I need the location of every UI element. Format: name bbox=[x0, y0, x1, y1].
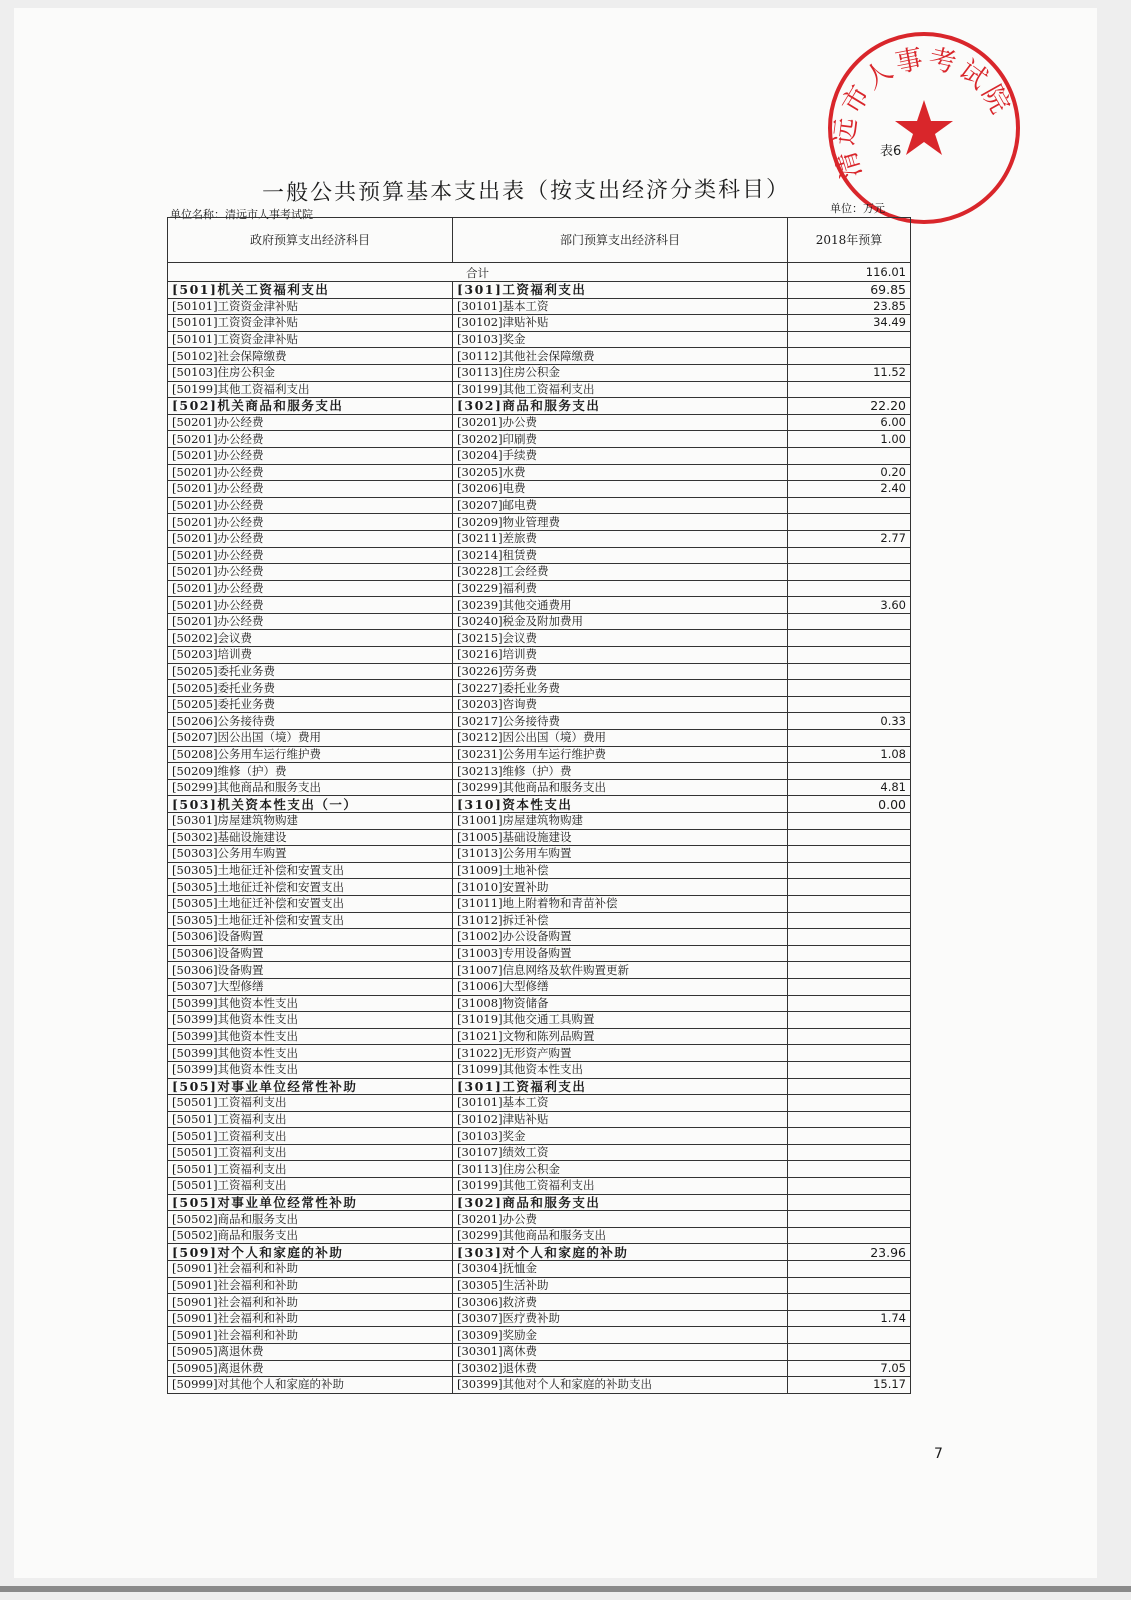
table-row bbox=[168, 597, 911, 614]
dept-code-cell: [30102]津贴补贴 bbox=[453, 315, 788, 332]
gov-code-cell: [50305]土地征迁补偿和安置支出 bbox=[168, 862, 453, 879]
table-row bbox=[168, 481, 911, 498]
amount-cell: 0.20 bbox=[788, 464, 911, 481]
amount-cell bbox=[788, 1344, 911, 1361]
gov-code-cell: [50502]商品和服务支出 bbox=[168, 1227, 453, 1244]
dept-code-cell: [31006]大型修缮 bbox=[453, 978, 788, 995]
table-row bbox=[168, 730, 911, 747]
dept-code-cell: [31005]基础设施建设 bbox=[453, 829, 788, 846]
table-row bbox=[168, 447, 911, 464]
dept-code-cell: [30102]津贴补贴 bbox=[453, 1111, 788, 1128]
dept-code-cell: [30305]生活补助 bbox=[453, 1277, 788, 1294]
amount-cell bbox=[788, 1061, 911, 1078]
dept-code-cell: [31008]物资储备 bbox=[453, 995, 788, 1012]
dept-code-cell: [301]工资福利支出 bbox=[453, 1078, 788, 1095]
gov-code-cell: [50901]社会福利和补助 bbox=[168, 1310, 453, 1327]
dept-code-cell: [30231]公务用车运行维护费 bbox=[453, 746, 788, 763]
amount-cell bbox=[788, 630, 911, 647]
unit-label: 单位：万元 bbox=[830, 202, 885, 215]
dept-code-cell: [30227]委托业务费 bbox=[453, 680, 788, 697]
table-row bbox=[168, 348, 911, 365]
dept-code-cell: [30113]住房公积金 bbox=[453, 1161, 788, 1178]
gov-code-cell: [50905]离退休费 bbox=[168, 1344, 453, 1361]
dept-code-cell: [31022]无形资产购置 bbox=[453, 1045, 788, 1062]
table-row bbox=[168, 713, 911, 730]
amount-cell: 23.96 bbox=[788, 1244, 911, 1261]
dept-code-cell: [30301]离休费 bbox=[453, 1344, 788, 1361]
table-row bbox=[168, 1128, 911, 1145]
amount-cell bbox=[788, 895, 911, 912]
gov-code-cell: [50299]其他商品和服务支出 bbox=[168, 779, 453, 796]
table-row bbox=[168, 630, 911, 647]
gov-code-cell: [50203]培训费 bbox=[168, 647, 453, 664]
table-row bbox=[168, 846, 911, 863]
gov-code-cell: [50209]维修（护）费 bbox=[168, 763, 453, 780]
table-row bbox=[168, 497, 911, 514]
table-row bbox=[168, 1028, 911, 1045]
gov-code-cell: [50201]办公经费 bbox=[168, 530, 453, 547]
amount-cell bbox=[788, 447, 911, 464]
budget-table bbox=[167, 217, 911, 1394]
gov-code-cell: [50205]委托业务费 bbox=[168, 680, 453, 697]
table-row bbox=[168, 331, 911, 348]
gov-code-cell: [505]对事业单位经常性补助 bbox=[168, 1078, 453, 1095]
amount-cell bbox=[788, 1277, 911, 1294]
table-header-row bbox=[168, 218, 911, 263]
dept-code-cell: [31013]公务用车购置 bbox=[453, 846, 788, 863]
table-group-row bbox=[168, 398, 911, 415]
amount-cell: 4.81 bbox=[788, 779, 911, 796]
total-value: 116.01 bbox=[788, 263, 911, 282]
gov-code-cell: [50201]办公经费 bbox=[168, 414, 453, 431]
dept-code-cell: [31002]办公设备购置 bbox=[453, 929, 788, 946]
amount-cell bbox=[788, 331, 911, 348]
dept-code-cell: [30204]手续费 bbox=[453, 447, 788, 464]
gov-code-cell: [50399]其他资本性支出 bbox=[168, 1028, 453, 1045]
amount-cell: 23.85 bbox=[788, 298, 911, 315]
table-row bbox=[168, 1012, 911, 1029]
column-header-gov: 政府预算支出经济科目 bbox=[168, 218, 453, 263]
table-row bbox=[168, 1310, 911, 1327]
column-header-amount: 2018年预算 bbox=[788, 218, 911, 263]
amount-cell: 1.00 bbox=[788, 431, 911, 448]
gov-code-cell: [50201]办公经费 bbox=[168, 497, 453, 514]
amount-cell: 1.08 bbox=[788, 746, 911, 763]
dept-code-cell: [30207]邮电费 bbox=[453, 497, 788, 514]
gov-code-cell: [505]对事业单位经常性补助 bbox=[168, 1194, 453, 1211]
dept-code-cell: [30212]因公出国（境）费用 bbox=[453, 730, 788, 747]
amount-cell bbox=[788, 580, 911, 597]
page-number: 7 bbox=[934, 1446, 943, 1462]
scan-edge bbox=[0, 1586, 1131, 1592]
table-row bbox=[168, 1360, 911, 1377]
table-row bbox=[168, 1045, 911, 1062]
dept-code-cell: [30203]咨询费 bbox=[453, 696, 788, 713]
amount-cell bbox=[788, 663, 911, 680]
gov-code-cell: [502]机关商品和服务支出 bbox=[168, 398, 453, 415]
gov-code-cell: [50901]社会福利和补助 bbox=[168, 1261, 453, 1278]
table-row bbox=[168, 1161, 911, 1178]
amount-cell bbox=[788, 862, 911, 879]
amount-cell bbox=[788, 730, 911, 747]
dept-code-cell: [30226]劳务费 bbox=[453, 663, 788, 680]
dept-code-cell: [31010]安置补助 bbox=[453, 879, 788, 896]
gov-code-cell: [50207]因公出国（境）费用 bbox=[168, 730, 453, 747]
table-row bbox=[168, 414, 911, 431]
gov-code-cell: [50999]对其他个人和家庭的补助 bbox=[168, 1377, 453, 1394]
amount-cell bbox=[788, 912, 911, 929]
table-row bbox=[168, 862, 911, 879]
gov-code-cell: [50305]土地征迁补偿和安置支出 bbox=[168, 895, 453, 912]
amount-cell bbox=[788, 547, 911, 564]
gov-code-cell: [50905]离退休费 bbox=[168, 1360, 453, 1377]
amount-cell: 34.49 bbox=[788, 315, 911, 332]
dept-code-cell: [30217]公务接待费 bbox=[453, 713, 788, 730]
table-row bbox=[168, 1277, 911, 1294]
gov-code-cell: [50101]工资资金津补贴 bbox=[168, 315, 453, 332]
amount-cell bbox=[788, 497, 911, 514]
dept-code-cell: [30299]其他商品和服务支出 bbox=[453, 779, 788, 796]
dept-code-cell: [30211]差旅费 bbox=[453, 530, 788, 547]
amount-cell bbox=[788, 348, 911, 365]
gov-code-cell: [50206]公务接待费 bbox=[168, 713, 453, 730]
amount-cell: 3.60 bbox=[788, 597, 911, 614]
table-row bbox=[168, 564, 911, 581]
gov-code-cell: [50306]设备购置 bbox=[168, 929, 453, 946]
table-row bbox=[168, 547, 911, 564]
table-row bbox=[168, 1061, 911, 1078]
table-row bbox=[168, 364, 911, 381]
total-label: 合计 bbox=[168, 263, 788, 282]
amount-cell bbox=[788, 1227, 911, 1244]
amount-cell bbox=[788, 1161, 911, 1178]
gov-code-cell: [50306]设备购置 bbox=[168, 945, 453, 962]
gov-code-cell: [50201]办公经费 bbox=[168, 481, 453, 498]
gov-code-cell: [50201]办公经费 bbox=[168, 613, 453, 630]
gov-code-cell: [50201]办公经费 bbox=[168, 547, 453, 564]
amount-cell bbox=[788, 929, 911, 946]
gov-code-cell: [50201]办公经费 bbox=[168, 447, 453, 464]
dept-code-cell: [31012]拆迁补偿 bbox=[453, 912, 788, 929]
amount-cell bbox=[788, 1178, 911, 1195]
table-row bbox=[168, 813, 911, 830]
amount-cell: 15.17 bbox=[788, 1377, 911, 1394]
amount-cell bbox=[788, 813, 911, 830]
table-row bbox=[168, 929, 911, 946]
dept-code-cell: [30201]办公费 bbox=[453, 1211, 788, 1228]
dept-code-cell: [30214]租赁费 bbox=[453, 547, 788, 564]
unit-name: 单位名称：清远市人事考试院 bbox=[170, 208, 313, 221]
amount-cell bbox=[788, 829, 911, 846]
dept-code-cell: [30199]其他工资福利支出 bbox=[453, 381, 788, 398]
dept-code-cell: [30306]救济费 bbox=[453, 1294, 788, 1311]
amount-cell: 11.52 bbox=[788, 364, 911, 381]
table-row bbox=[168, 1327, 911, 1344]
amount-cell: 7.05 bbox=[788, 1360, 911, 1377]
table-group-row bbox=[168, 1244, 911, 1261]
gov-code-cell: [50501]工资福利支出 bbox=[168, 1128, 453, 1145]
amount-cell bbox=[788, 1211, 911, 1228]
table-row bbox=[168, 962, 911, 979]
table-row bbox=[168, 680, 911, 697]
amount-cell bbox=[788, 1045, 911, 1062]
svg-text:清远市人事考试院: 清远市人事考试院 bbox=[828, 43, 1018, 183]
table-number: 表6 bbox=[880, 144, 902, 159]
dept-code-cell: [30240]税金及附加费用 bbox=[453, 613, 788, 630]
gov-code-cell: [50306]设备购置 bbox=[168, 962, 453, 979]
dept-code-cell: [30228]工会经费 bbox=[453, 564, 788, 581]
table-row bbox=[168, 663, 911, 680]
amount-cell bbox=[788, 1012, 911, 1029]
column-header-dept: 部门预算支出经济科目 bbox=[453, 218, 788, 263]
dept-code-cell: [31007]信息网络及软件购置更新 bbox=[453, 962, 788, 979]
amount-cell bbox=[788, 1261, 911, 1278]
gov-code-cell: [50501]工资福利支出 bbox=[168, 1095, 453, 1112]
gov-code-cell: [50103]住房公积金 bbox=[168, 364, 453, 381]
amount-cell: 0.00 bbox=[788, 796, 911, 813]
table-group-row bbox=[168, 796, 911, 813]
table-row bbox=[168, 381, 911, 398]
amount-cell: 2.77 bbox=[788, 530, 911, 547]
amount-cell bbox=[788, 564, 911, 581]
table-row bbox=[168, 912, 911, 929]
gov-code-cell: [50202]会议费 bbox=[168, 630, 453, 647]
amount-cell bbox=[788, 1294, 911, 1311]
dept-code-cell: [31001]房屋建筑物购建 bbox=[453, 813, 788, 830]
gov-code-cell: [503]机关资本性支出（一） bbox=[168, 796, 453, 813]
dept-code-cell: [302]商品和服务支出 bbox=[453, 398, 788, 415]
dept-code-cell: [30113]住房公积金 bbox=[453, 364, 788, 381]
dept-code-cell: [30107]绩效工资 bbox=[453, 1144, 788, 1161]
table-row bbox=[168, 647, 911, 664]
dept-code-cell: [30103]奖金 bbox=[453, 331, 788, 348]
dept-code-cell: [31021]文物和陈列品购置 bbox=[453, 1028, 788, 1045]
amount-cell bbox=[788, 978, 911, 995]
dept-code-cell: [30205]水费 bbox=[453, 464, 788, 481]
amount-cell: 1.74 bbox=[788, 1310, 911, 1327]
table-row bbox=[168, 763, 911, 780]
dept-code-cell: [31009]土地补偿 bbox=[453, 862, 788, 879]
table-row bbox=[168, 746, 911, 763]
table-group-row bbox=[168, 1194, 911, 1211]
table-row bbox=[168, 1227, 911, 1244]
dept-code-cell: [30213]维修（护）费 bbox=[453, 763, 788, 780]
table-row bbox=[168, 696, 911, 713]
dept-code-cell: [30216]培训费 bbox=[453, 647, 788, 664]
dept-code-cell: [301]工资福利支出 bbox=[453, 282, 788, 299]
dept-code-cell: [30101]基本工资 bbox=[453, 1095, 788, 1112]
gov-code-cell: [50901]社会福利和补助 bbox=[168, 1327, 453, 1344]
table-row bbox=[168, 779, 911, 796]
table-row bbox=[168, 1144, 911, 1161]
amount-cell bbox=[788, 696, 911, 713]
amount-cell bbox=[788, 647, 911, 664]
amount-cell bbox=[788, 1095, 911, 1112]
amount-cell: 0.33 bbox=[788, 713, 911, 730]
dept-code-cell: [30202]印刷费 bbox=[453, 431, 788, 448]
amount-cell bbox=[788, 1128, 911, 1145]
amount-cell bbox=[788, 846, 911, 863]
amount-cell bbox=[788, 613, 911, 630]
dept-code-cell: [30229]福利费 bbox=[453, 580, 788, 597]
dept-code-cell: [31011]地上附着物和青苗补偿 bbox=[453, 895, 788, 912]
gov-code-cell: [50305]土地征迁补偿和安置支出 bbox=[168, 912, 453, 929]
table-row bbox=[168, 1211, 911, 1228]
amount-cell bbox=[788, 680, 911, 697]
gov-code-cell: [50399]其他资本性支出 bbox=[168, 1012, 453, 1029]
amount-cell bbox=[788, 995, 911, 1012]
amount-cell: 69.85 bbox=[788, 282, 911, 299]
gov-code-cell: [50501]工资福利支出 bbox=[168, 1144, 453, 1161]
gov-code-cell: [50901]社会福利和补助 bbox=[168, 1294, 453, 1311]
table-row bbox=[168, 1095, 911, 1112]
dept-code-cell: [30206]电费 bbox=[453, 481, 788, 498]
gov-code-cell: [50303]公务用车购置 bbox=[168, 846, 453, 863]
table-row bbox=[168, 298, 911, 315]
table-row bbox=[168, 1344, 911, 1361]
table-row bbox=[168, 1294, 911, 1311]
gov-code-cell: [50501]工资福利支出 bbox=[168, 1178, 453, 1195]
seal-star-icon bbox=[895, 100, 953, 155]
gov-code-cell: [501]机关工资福利支出 bbox=[168, 282, 453, 299]
amount-cell bbox=[788, 1327, 911, 1344]
dept-code-cell: [30399]其他对个人和家庭的补助支出 bbox=[453, 1377, 788, 1394]
table-row bbox=[168, 530, 911, 547]
table-row bbox=[168, 613, 911, 630]
page-title: 一般公共预算基本支出表（按支出经济分类科目） bbox=[262, 177, 791, 206]
amount-cell bbox=[788, 945, 911, 962]
gov-code-cell: [50307]大型修缮 bbox=[168, 978, 453, 995]
table-row bbox=[168, 978, 911, 995]
gov-code-cell: [50201]办公经费 bbox=[168, 564, 453, 581]
gov-code-cell: [50201]办公经费 bbox=[168, 514, 453, 531]
gov-code-cell: [50301]房屋建筑物购建 bbox=[168, 813, 453, 830]
table-row bbox=[168, 1261, 911, 1278]
dept-code-cell: [30239]其他交通费用 bbox=[453, 597, 788, 614]
table-row bbox=[168, 431, 911, 448]
amount-cell bbox=[788, 1078, 911, 1095]
table-row bbox=[168, 879, 911, 896]
total-row bbox=[168, 263, 911, 282]
gov-code-cell: [50199]其他工资福利支出 bbox=[168, 381, 453, 398]
dept-code-cell: [30103]奖金 bbox=[453, 1128, 788, 1145]
dept-code-cell: [31003]专用设备购置 bbox=[453, 945, 788, 962]
dept-code-cell: [303]对个人和家庭的补助 bbox=[453, 1244, 788, 1261]
table-row bbox=[168, 514, 911, 531]
amount-cell bbox=[788, 514, 911, 531]
official-seal bbox=[826, 30, 1022, 226]
gov-code-cell: [509]对个人和家庭的补助 bbox=[168, 1244, 453, 1261]
dept-code-cell: [30304]抚恤金 bbox=[453, 1261, 788, 1278]
amount-cell bbox=[788, 1028, 911, 1045]
table-row bbox=[168, 1111, 911, 1128]
amount-cell bbox=[788, 1111, 911, 1128]
amount-cell bbox=[788, 962, 911, 979]
gov-code-cell: [50399]其他资本性支出 bbox=[168, 995, 453, 1012]
dept-code-cell: [302]商品和服务支出 bbox=[453, 1194, 788, 1211]
gov-code-cell: [50201]办公经费 bbox=[168, 597, 453, 614]
gov-code-cell: [50101]工资资金津补贴 bbox=[168, 331, 453, 348]
table-group-row bbox=[168, 282, 911, 299]
gov-code-cell: [50302]基础设施建设 bbox=[168, 829, 453, 846]
gov-code-cell: [50502]商品和服务支出 bbox=[168, 1211, 453, 1228]
dept-code-cell: [30201]办公费 bbox=[453, 414, 788, 431]
table-row bbox=[168, 580, 911, 597]
gov-code-cell: [50305]土地征迁补偿和安置支出 bbox=[168, 879, 453, 896]
dept-code-cell: [30215]会议费 bbox=[453, 630, 788, 647]
amount-cell: 6.00 bbox=[788, 414, 911, 431]
amount-cell bbox=[788, 763, 911, 780]
gov-code-cell: [50101]工资资金津补贴 bbox=[168, 298, 453, 315]
gov-code-cell: [50901]社会福利和补助 bbox=[168, 1277, 453, 1294]
dept-code-cell: [31019]其他交通工具购置 bbox=[453, 1012, 788, 1029]
gov-code-cell: [50102]社会保障缴费 bbox=[168, 348, 453, 365]
table-row bbox=[168, 1178, 911, 1195]
table-row bbox=[168, 995, 911, 1012]
table-row bbox=[168, 829, 911, 846]
gov-code-cell: [50208]公务用车运行维护费 bbox=[168, 746, 453, 763]
dept-code-cell: [30309]奖励金 bbox=[453, 1327, 788, 1344]
amount-cell: 22.20 bbox=[788, 398, 911, 415]
table-row bbox=[168, 945, 911, 962]
dept-code-cell: [30299]其他商品和服务支出 bbox=[453, 1227, 788, 1244]
gov-code-cell: [50399]其他资本性支出 bbox=[168, 1045, 453, 1062]
amount-cell bbox=[788, 1194, 911, 1211]
amount-cell bbox=[788, 381, 911, 398]
table-group-row bbox=[168, 1078, 911, 1095]
table-row bbox=[168, 895, 911, 912]
dept-code-cell: [30209]物业管理费 bbox=[453, 514, 788, 531]
gov-code-cell: [50205]委托业务费 bbox=[168, 663, 453, 680]
amount-cell bbox=[788, 1144, 911, 1161]
gov-code-cell: [50205]委托业务费 bbox=[168, 696, 453, 713]
dept-code-cell: [30307]医疗费补助 bbox=[453, 1310, 788, 1327]
gov-code-cell: [50201]办公经费 bbox=[168, 431, 453, 448]
amount-cell bbox=[788, 879, 911, 896]
gov-code-cell: [50399]其他资本性支出 bbox=[168, 1061, 453, 1078]
dept-code-cell: [31099]其他资本性支出 bbox=[453, 1061, 788, 1078]
gov-code-cell: [50201]办公经费 bbox=[168, 464, 453, 481]
table-row bbox=[168, 464, 911, 481]
gov-code-cell: [50501]工资福利支出 bbox=[168, 1161, 453, 1178]
gov-code-cell: [50501]工资福利支出 bbox=[168, 1111, 453, 1128]
dept-code-cell: [310]资本性支出 bbox=[453, 796, 788, 813]
amount-cell: 2.40 bbox=[788, 481, 911, 498]
dept-code-cell: [30302]退休费 bbox=[453, 1360, 788, 1377]
dept-code-cell: [30101]基本工资 bbox=[453, 298, 788, 315]
dept-code-cell: [30199]其他工资福利支出 bbox=[453, 1178, 788, 1195]
gov-code-cell: [50201]办公经费 bbox=[168, 580, 453, 597]
table-row bbox=[168, 315, 911, 332]
dept-code-cell: [30112]其他社会保障缴费 bbox=[453, 348, 788, 365]
table-row bbox=[168, 1377, 911, 1394]
